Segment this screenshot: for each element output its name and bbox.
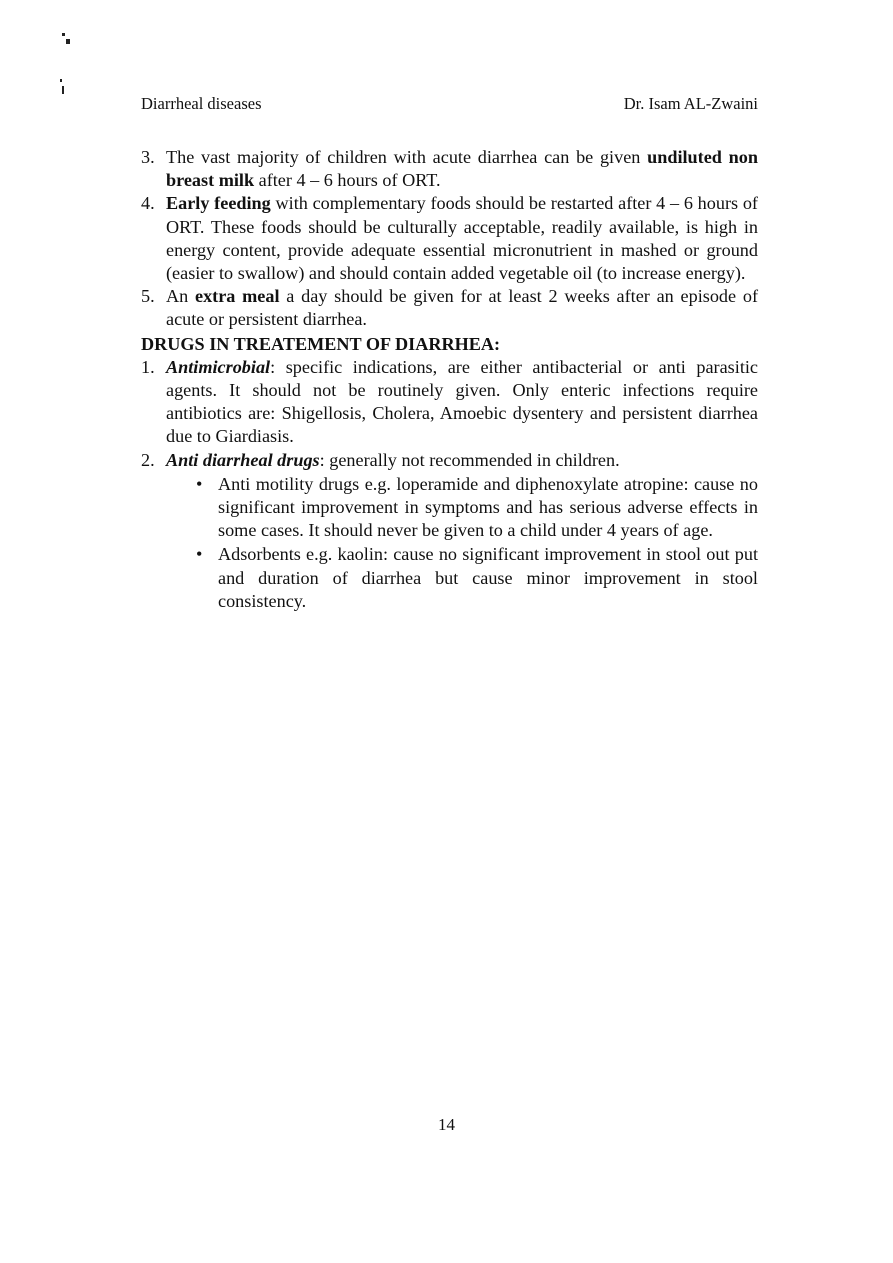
item-text: An [166,286,195,307]
drug-item [141,449,758,472]
scan-speck [60,79,62,82]
bullet-list [141,473,758,613]
item-number: 1. [141,356,155,377]
item-text: with complementary foods should be restarted after 4 – 6 hours of ORT. These foods should be culturally acceptable, readily available, is high in energy content, provide adequate essential micronutrient in mashed or ground (easier to swallow) and should contain added vegetable oil (to increase energy). [166,193,758,284]
drug-term: Antimicrobial [166,356,271,377]
scan-speck [66,39,70,44]
item-number: 5. [141,286,155,307]
scan-speck [62,33,65,36]
item-text: after 4 – 6 hours of ORT. [254,170,441,191]
item-emphasis: undiluted non breast milk [166,147,758,191]
scan-speck [62,86,64,94]
drug-item [141,356,758,449]
bullet-text: Adsorbents e.g. kaolin: cause no significant improvement in stool out put and duration of diarrhea but cause minor improvement in stool consistency. [218,544,758,611]
header-topic: Diarrheal diseases [141,94,262,113]
drug-term: Anti diarrheal drugs [166,449,320,470]
bullet-dot-icon: • [196,544,203,565]
item-emphasis: extra meal [195,286,280,307]
item-text: : generally not recommended in children. [319,449,620,470]
bullet-dot-icon: • [196,473,203,494]
bullet-item [141,473,758,543]
item-text: The vast majority of children with acute diarrhea can be given [166,147,648,167]
feeding-item [141,192,758,285]
feeding-item [141,146,758,192]
section-heading: DRUGS IN TREATEMENT OF DIARRHEA: [141,333,501,354]
item-text: : specific indications, are either antibacterial or anti parasitic agents. It should not be routinely given. Only enteric infections require antibiotics are: Shigellosis, Cholera, Amoebic dysentery and persistent diarrhea due to Giardiasis. [166,356,758,447]
page-number: 14 [438,1115,455,1134]
bullet-item [141,543,758,613]
item-emphasis: Early feeding [166,193,271,214]
item-text: a day should be given for at least 2 weeks after an episode of acute or persistent diarrhea. [166,286,758,330]
header-author: Dr. Isam AL-Zwaini [623,94,758,113]
feeding-item [141,285,758,331]
page-body [141,146,758,613]
bullet-text: Anti motility drugs e.g. loperamide and diphenoxylate atropine: cause no significant improvement in symptoms and has serious adverse effects in some cases. It should never be given to a child under 4 years of age. [218,473,758,541]
item-number: 3. [141,147,155,167]
item-number: 4. [141,193,155,214]
item-number: 2. [141,449,155,470]
